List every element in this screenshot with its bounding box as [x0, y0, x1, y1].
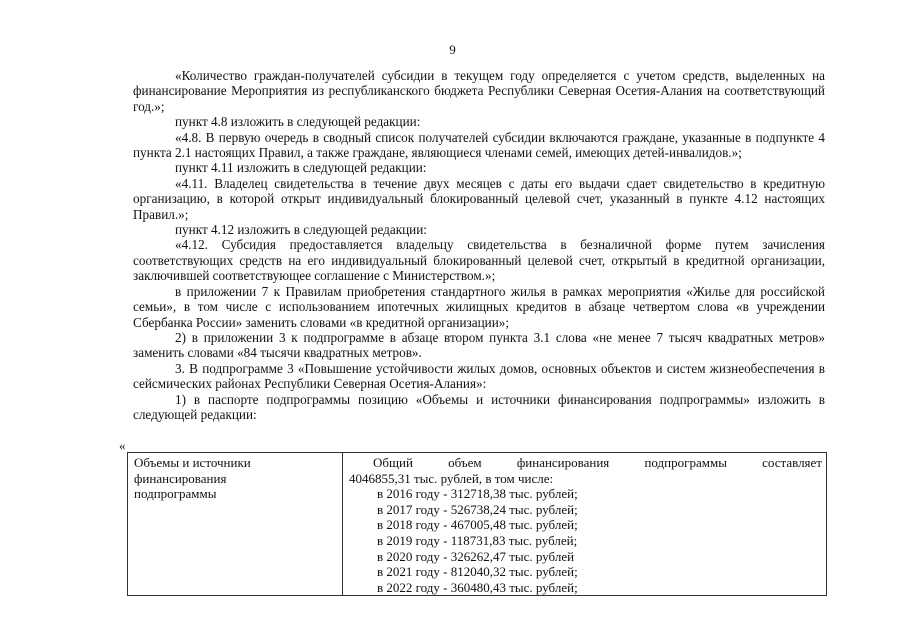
funding-year-line: в 2019 году - 118731,83 тыс. рублей; — [377, 532, 578, 548]
open-quote-mark: « — [119, 438, 126, 453]
label-line: Объемы и источники — [134, 455, 251, 470]
funding-table — [127, 452, 827, 596]
label-line: подпрограммы — [134, 486, 217, 502]
table-row — [128, 453, 827, 596]
paragraph: в приложении 7 к Правилам приобретения стандартного жилья в рамках мероприятия «Жилье для российской семьи», в том числе с использованием ипотечных жилищных кредитов в абзаце четвертом слова «в учреждении Сбербанка России» заменить словами «в кредитной организации»; — [133, 283, 825, 330]
paragraph: 3. В подпрограмме 3 «Повышение устойчивости жилых домов, основных объектов и систем жизнеобеспечения в сейсмических районах Республики Северная Осетия-Алания»: — [133, 360, 825, 392]
paragraph: 2) в приложении 3 к подпрограмме в абзаце втором пункта 3.1 слова «не менее 7 тысяч квадратных метров» заменить словами «84 тысячи квадратных метров». — [133, 329, 825, 361]
paragraph: пункт 4.11 изложить в следующей редакции: — [175, 160, 427, 176]
funding-year-line: в 2018 году - 467005,48 тыс. рублей; — [377, 517, 578, 533]
paragraph: 1) в паспорте подпрограммы позицию «Объемы и источники финансирования подпрограммы» изложить в следующей редакции: — [133, 391, 825, 422]
paragraph: «4.8. В первую очередь в сводный список получателей субсидии включаются граждане, указанные в подпункте 4 пункта 2.1 настоящих Правил, а также граждане, являющиеся членами семей, имеющих детей-инвалидов.»; — [133, 129, 825, 161]
funding-label-cell — [128, 453, 343, 596]
document-body — [133, 68, 825, 422]
funding-year-line: в 2022 году - 360480,43 тыс. рублей; — [377, 579, 578, 595]
funding-year-line: в 2017 году - 526738,24 тыс. рублей; — [377, 501, 578, 517]
paragraph: пункт 4.8 изложить в следующей редакции: — [175, 114, 421, 130]
paragraph: «4.11. Владелец свидетельства в течение двух месяцев с даты его выдачи сдает свидетельство в кредитную организацию, в которой открыт индивидуальный блокированный целевой счет, указанный в пункте 4.12 настоящих Правил.»; — [133, 175, 825, 222]
funding-year-line: в 2016 году - 312718,38 тыс. рублей; — [377, 486, 578, 502]
page-number: 9 — [449, 42, 456, 57]
funding-year-line: в 2020 году - 326262,47 тыс. рублей — [377, 548, 575, 564]
label-line: финансирования — [134, 470, 227, 486]
funding-year-line: в 2021 году - 812040,32 тыс. рублей; — [377, 564, 578, 580]
paragraph: «Количество граждан-получателей субсидии в текущем году определяется с учетом средств, выделенных на финансирование Мероприятия из республиканского бюджета Республики Северная Осетия-Алания на соответствующий год.»; — [133, 68, 825, 114]
funding-total-line: Общий объем финансирования подпрограммы составляет — [373, 455, 822, 470]
funding-value-cell — [343, 453, 827, 596]
paragraph: «4.12. Субсидия предоставляется владельцу свидетельства в безналичной форме путем зачисления соответствующих средств на его индивидуальный блокированный целевой счет, открытый в кредитной организации, заключившей соответствующее соглашение с Министерством.»; — [133, 237, 825, 284]
paragraph: пункт 4.12 изложить в следующей редакции: — [175, 222, 427, 238]
funding-total-amount: 4046855,31 тыс. рублей, в том числе: — [349, 470, 554, 486]
